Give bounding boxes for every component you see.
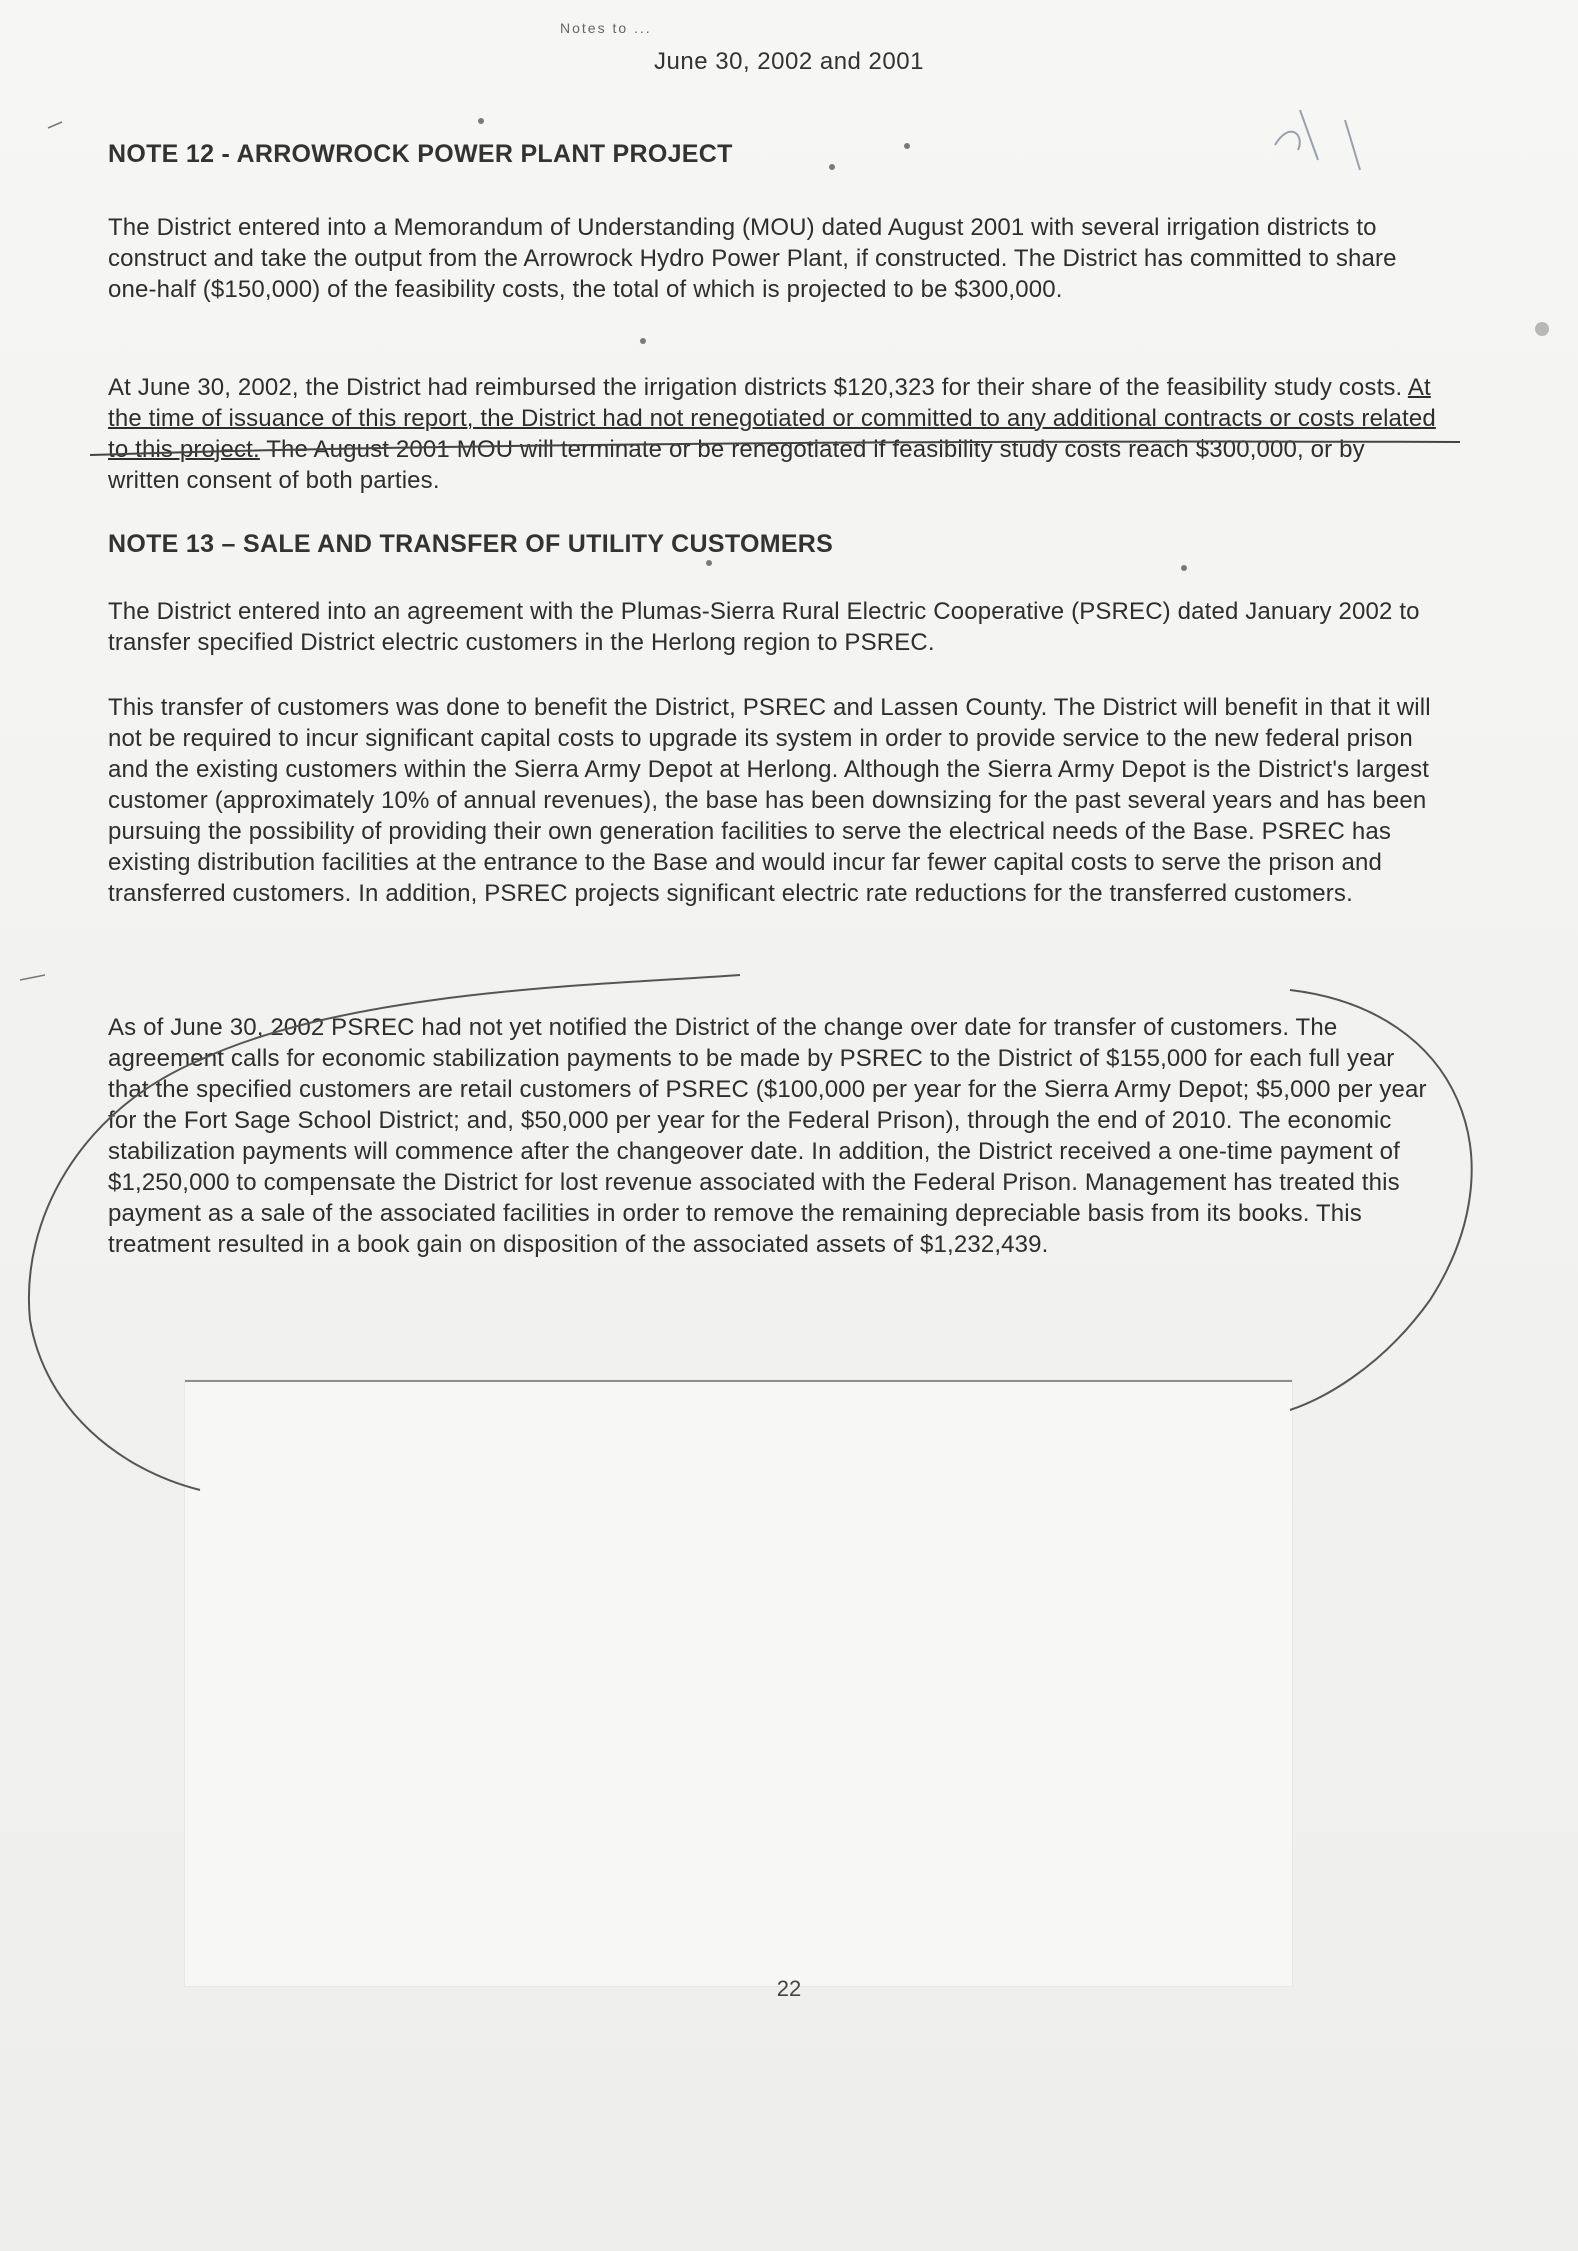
ink-speck	[640, 338, 646, 344]
note-12-paragraph-2	[108, 372, 1438, 496]
ink-speck	[478, 118, 484, 124]
margin-scribble-mark	[1275, 110, 1360, 170]
note-12-underlined-sentence: At the time of issuance of this report, the District had not renegotiated or committed to any additional contracts or costs related to this project.	[108, 374, 1436, 463]
blank-paper-overlay	[185, 1380, 1292, 1986]
ink-speck	[1535, 322, 1549, 336]
note-12-heading: NOTE 12 - ARROWROCK POWER PLANT PROJECT	[108, 140, 733, 168]
note-13-heading: NOTE 13 – SALE AND TRANSFER OF UTILITY CUSTOMERS	[108, 530, 834, 558]
running-header	[0, 20, 1578, 76]
ink-speck	[904, 143, 910, 149]
note-12-paragraph-2-start: At June 30, 2002, the District had reimbursed the irrigation districts $120,323 for their share of the feasibility study costs.	[108, 374, 1408, 401]
note-13-paragraph-3: As of June 30, 2002 PSREC had not yet notified the District of the change over date for transfer of customers. The agreement calls for economic stabilization payments to be made by PSREC to the District of $155,000 for each full year that the specified customers are retail customers of PSREC ($100,000 per year for the Sierra Army Depot; $5,000 per year for the Fort Sage School District; and, $50,000 per year for the Federal Prison), through the end of 2010. The economic stabilization payments will commence after the changeover date. In addition, the District received a one-time payment of $1,250,000 to compensate the District for lost revenue associated with the Federal Prison. Management has treated this payment as a sale of the associated facilities in order to remove the remaining depreciable basis from its books. This treatment resulted in a book gain on disposition of the associated assets of $1,232,439.	[108, 1014, 1427, 1258]
note-13-paragraph-2: This transfer of customers was done to benefit the District, PSREC and Lassen County. The District will benefit in that it will not be required to incur significant capital costs to upgrade its system in order to provide service to the new federal prison and the existing customers within the Sierra Army Depot at Herlong. Although the Sierra Army Depot is the District's largest customer (approximately 10% of annual revenues), the base has been downsizing for the past several years and has been pursuing the possibility of providing their own generation facilities to serve the electrical needs of the Base. PSREC has existing distribution facilities at the entrance to the Base and would incur far fewer capital costs to serve the prison and transferred customers. In addition, PSREC projects significant electric rate reductions for the transferred customers.	[108, 694, 1431, 907]
note-13-paragraph-1: The District entered into an agreement with the Plumas-Sierra Rural Electric Cooperative (PSREC) dated January 2002 to transfer specified District electric customers in the Herlong region to PSREC.	[108, 598, 1420, 656]
left-margin-tick-mark	[20, 122, 62, 980]
ink-speck	[1181, 565, 1187, 571]
note-12-paragraph-1: The District entered into a Memorandum of Understanding (MOU) dated August 2001 with several irrigation districts to construct and take the output from the Arrowrock Hydro Power Plant, if constructed. The District has committed to share one-half ($150,000) of the feasibility costs, the total of which is projected to be $300,000.	[108, 214, 1397, 303]
report-date-line: June 30, 2002 and 2001	[654, 48, 924, 75]
faded-header-text: Notes to ...	[560, 20, 652, 36]
ink-speck	[829, 164, 835, 170]
note-12-paragraph-2-end: The August 2001 MOU will terminate or be renegotiated if feasibility study costs reach $300,000, or by written consent of both parties.	[108, 436, 1365, 494]
ink-speck	[706, 560, 712, 566]
page-number: 22	[776, 1976, 802, 2001]
